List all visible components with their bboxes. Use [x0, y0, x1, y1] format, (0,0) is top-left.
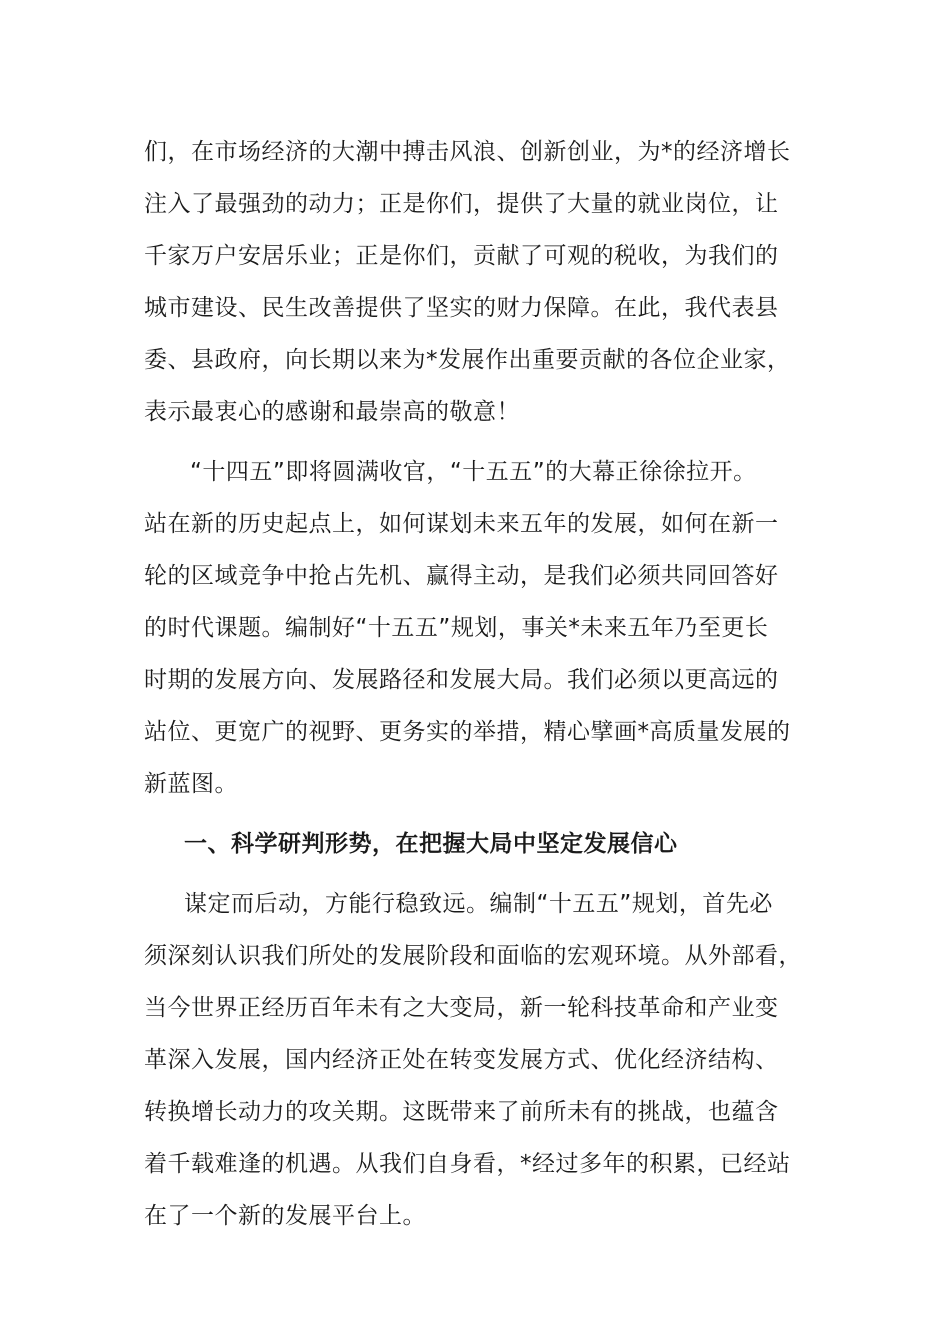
paragraph-spacer	[144, 810, 808, 818]
text-line: 表示最衷心的感谢和最崇高的敬意！	[144, 399, 520, 425]
paragraph-plan-intro	[144, 446, 808, 810]
text-line: 转换增长动力的攻关期。这既带来了前所未有的挑战，也蕴含	[144, 1099, 779, 1125]
text-line: 们，在市场经济的大潮中搏击风浪、创新创业，为*的经济增长	[144, 139, 791, 165]
text-line: 注入了最强劲的动力；正是你们，提供了大量的就业岗位，让	[144, 191, 779, 217]
text-line: 着千载难逢的机遇。从我们自身看，*经过多年的积累，已经站	[144, 1151, 791, 1177]
text-line: 轮的区域竞争中抢占先机、赢得主动，是我们必须共同回答好	[144, 563, 779, 589]
text-line: 千家万户安居乐业；正是你们，贡献了可观的税收，为我们的	[144, 243, 779, 269]
text-line: 新蓝图。	[144, 771, 238, 797]
text-line: 须深刻认识我们所处的发展阶段和面临的宏观环境。从外部看，	[144, 943, 802, 969]
text-line: 谋定而后动，方能行稳致远。编制“十五五”规划，首先必	[184, 891, 773, 917]
text-line: 站在新的历史起点上，如何谋划未来五年的发展，如何在新一	[144, 511, 779, 537]
text-line: 革深入发展，国内经济正处在转变发展方式、优化经济结构、	[144, 1047, 779, 1073]
paragraph-spacer	[144, 438, 808, 446]
paragraph-gratitude	[144, 126, 808, 438]
text-line: 在了一个新的发展平台上。	[144, 1203, 426, 1229]
paragraph-situation	[144, 878, 808, 1242]
section-heading: 一、科学研判形势，在把握大局中坚定发展信心	[184, 831, 678, 857]
text-line: 站位、更宽广的视野、更务实的举措，精心擘画*高质量发展的	[144, 719, 791, 745]
text-line: 时期的发展方向、发展路径和发展大局。我们必须以更高远的	[144, 667, 779, 693]
text-line: 委、县政府，向长期以来为*发展作出重要贡献的各位企业家，	[144, 347, 791, 373]
text-line: 城市建设、民生改善提供了坚实的财力保障。在此，我代表县	[144, 295, 779, 321]
text-line: 的时代课题。编制好“十五五”规划，事关*未来五年乃至更长	[144, 615, 769, 641]
text-line: 当今世界正经历百年未有之大变局，新一轮科技革命和产业变	[144, 995, 779, 1021]
document-body	[144, 126, 808, 1242]
text-line: “十四五”即将圆满收官，“十五五”的大幕正徐徐拉开。	[190, 459, 757, 485]
paragraph-spacer	[144, 870, 808, 878]
